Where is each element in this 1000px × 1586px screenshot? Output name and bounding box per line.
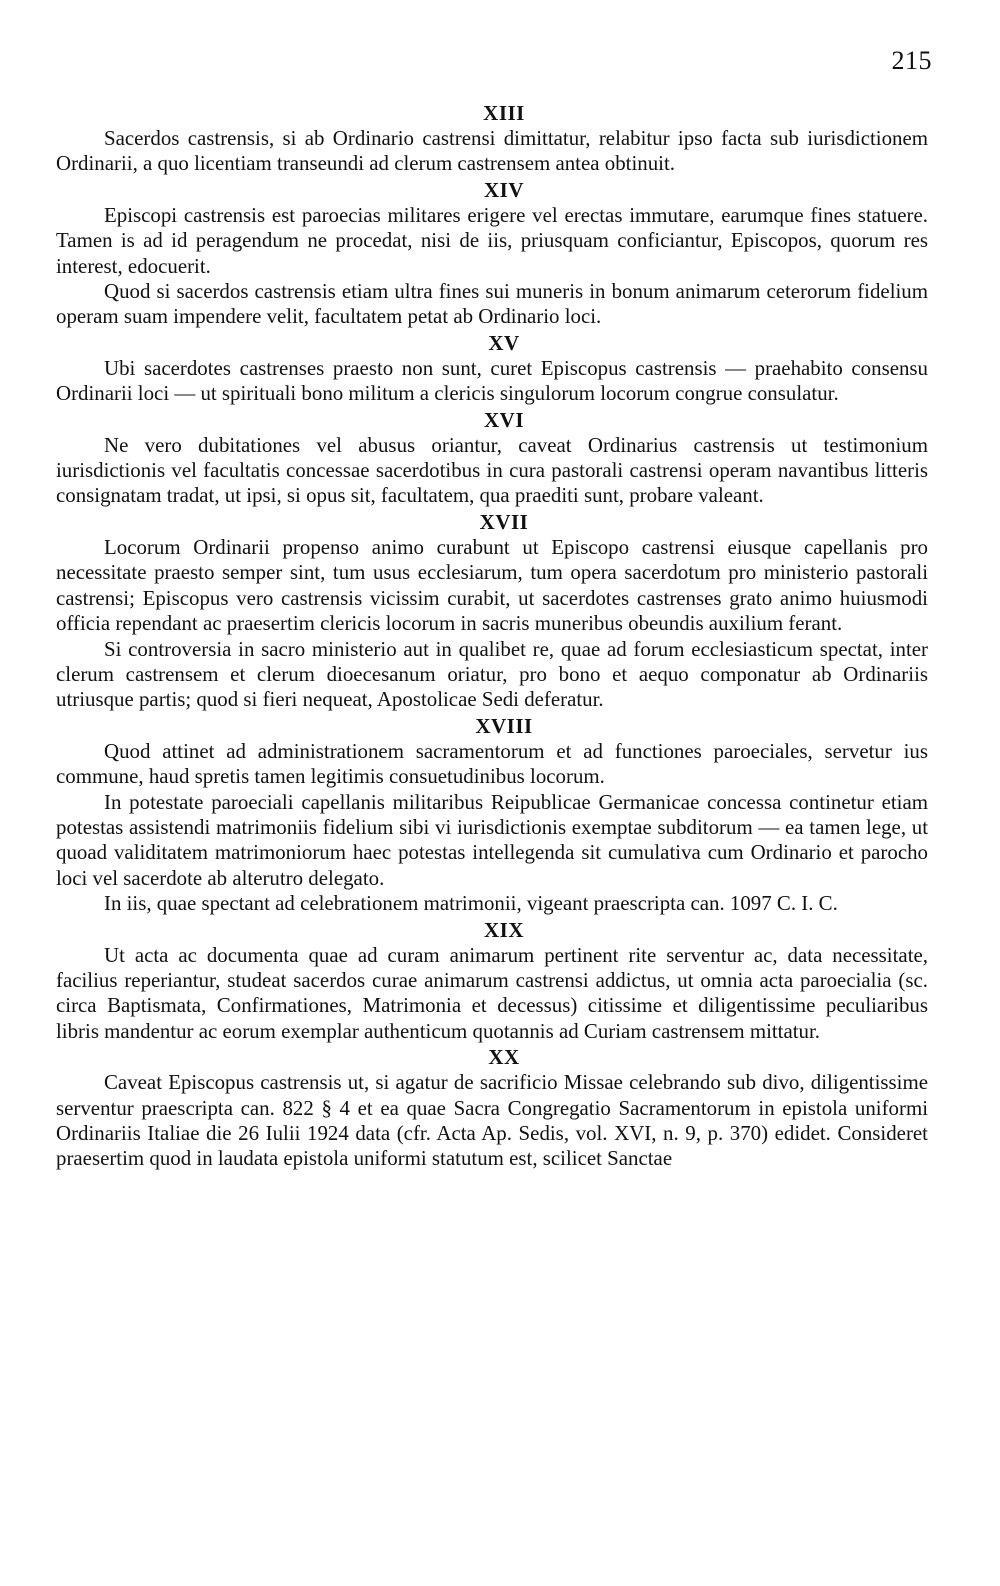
paragraph: In iis, quae spectant ad celebrationem matrimonii, vigeant praescripta can. 1097 C. I. C.	[104, 891, 838, 916]
paragraph: Quod attinet ad administrationem sacramentorum et ad functiones paroeciales, servetur ius commune, haud spretis tamen legitimis consuetudinibus locorum.	[56, 738, 928, 789]
document-body	[56, 100, 928, 1172]
section-xvi	[56, 407, 928, 509]
paragraph: Locorum Ordinarii propenso animo curabunt ut Episcopo castrensi eiusque capellanis pro necessitate praesto semper sint, tum usus ecclesiarum, tum opera sacerdotum pro ministerio pastorali castrensi; Episcopus vero castrensis vicissim curabit, ut sacerdotes castrenses grato animo huiusmodi officia rependant ac praesertim clericis locorum in sacris muneribus obeundis auxilium ferant.	[56, 534, 928, 636]
section-xiii	[56, 100, 928, 177]
paragraph: Caveat Episcopus castrensis ut, si agatur de sacrificio Missae celebrando sub divo, diligentissime serventur praescripta can. 822 § 4 et ea quae Sacra Congregatio Sacramentorum in epistola uniformi Ordinariis Italiae die 26 Iulii 1924 data (cfr. Acta Ap. Sedis, vol. XVI, n. 9, p. 370) edidet. Consideret praesertim quod in laudata epistola uniformi statutum est, scilicet Sanctae	[56, 1070, 928, 1171]
paragraph: Quod si sacerdos castrensis etiam ultra fines sui muneris in bonum animarum ceterorum fidelium operam suam impendere velit, facultatem petat ab Ordinario loci.	[56, 279, 928, 329]
section-xiv	[56, 177, 928, 330]
section-xx	[56, 1044, 928, 1172]
section-heading: XVIII	[475, 713, 533, 738]
section-heading: XVI	[483, 407, 524, 432]
section-xviii	[56, 713, 928, 917]
section-xvii	[56, 509, 928, 713]
section-heading: XIII	[483, 101, 525, 125]
paragraph: Si controversia in sacro ministerio aut in qualibet re, quae ad forum ecclesiasticum spectat, inter clerum castrensem et clerum dioecesanum oriatur, pro bono et aequo componatur ab Ordinariis utriusque partis; quod si fieri nequeat, Apostolicae Sedi deferatur.	[56, 636, 928, 712]
paragraph: Ut acta ac documenta quae ad curam animarum pertinent rite serventur ac, data necessitate, facilius reperiantur, studeat sacerdos curae animarum castrensi addictus, ut omnia acta paroecialia (sc. circa Baptismata, Confirmationes, Matrimonia et decessus) citissime et diligentissime peculiaribus libris mandentur ac eorum exemplar authenticum quotannis ad Curiam castrensem mittatur.	[56, 942, 928, 1043]
section-heading: XV	[488, 330, 520, 355]
paragraph: In potestate paroeciali capellanis militaribus Reipublicae Germanicae concessa continetur etiam potestas assistendi matrimoniis fidelium sibi vi iurisdictionis exemptae subditorum — ea tamen lege, ut quoad validitatem matrimoniorum haec potestas intellegenda sit cumulativa cum Ordinario et parocho loci vel sacerdote ab alterutro delegato.	[56, 789, 928, 890]
section-heading: XIV	[483, 177, 524, 202]
section-heading: XVII	[479, 509, 529, 534]
paragraph: Episcopi castrensis est paroecias militares erigere vel erectas immutare, earumque fines statuere. Tamen is ad id peragendum ne procedat, nisi de iis, priusquam conficiantur, Episcopos, quorum res interest, edocuerit.	[56, 202, 928, 278]
section-heading: XIX	[483, 917, 524, 942]
section-xv	[56, 330, 928, 407]
section-heading: XX	[488, 1045, 520, 1070]
paragraph: Ne vero dubitationes vel abusus oriantur, caveat Ordinarius castrensis ut testimonium iurisdictionis vel facultatis concessae sacerdotibus in cura pastorali castrensi operam navantibus litteris consignatam tradat, ut ipsi, si opus sit, facultatem, qua praediti sunt, probare valeant.	[56, 432, 928, 508]
section-xix	[56, 917, 928, 1045]
page-number: 215	[891, 46, 932, 75]
paragraph: Sacerdos castrensis, si ab Ordinario castrensi dimittatur, relabitur ipso facta sub iurisdictionem Ordinarii, a quo licentiam transeundi ad clerum castrensem antea obtinuit.	[56, 126, 928, 176]
paragraph: Ubi sacerdotes castrenses praesto non sunt, curet Episcopus castrensis — praehabito consensu Ordinarii loci — ut spirituali bono militum a clericis singulorum locorum congrue consulatur.	[56, 355, 928, 406]
